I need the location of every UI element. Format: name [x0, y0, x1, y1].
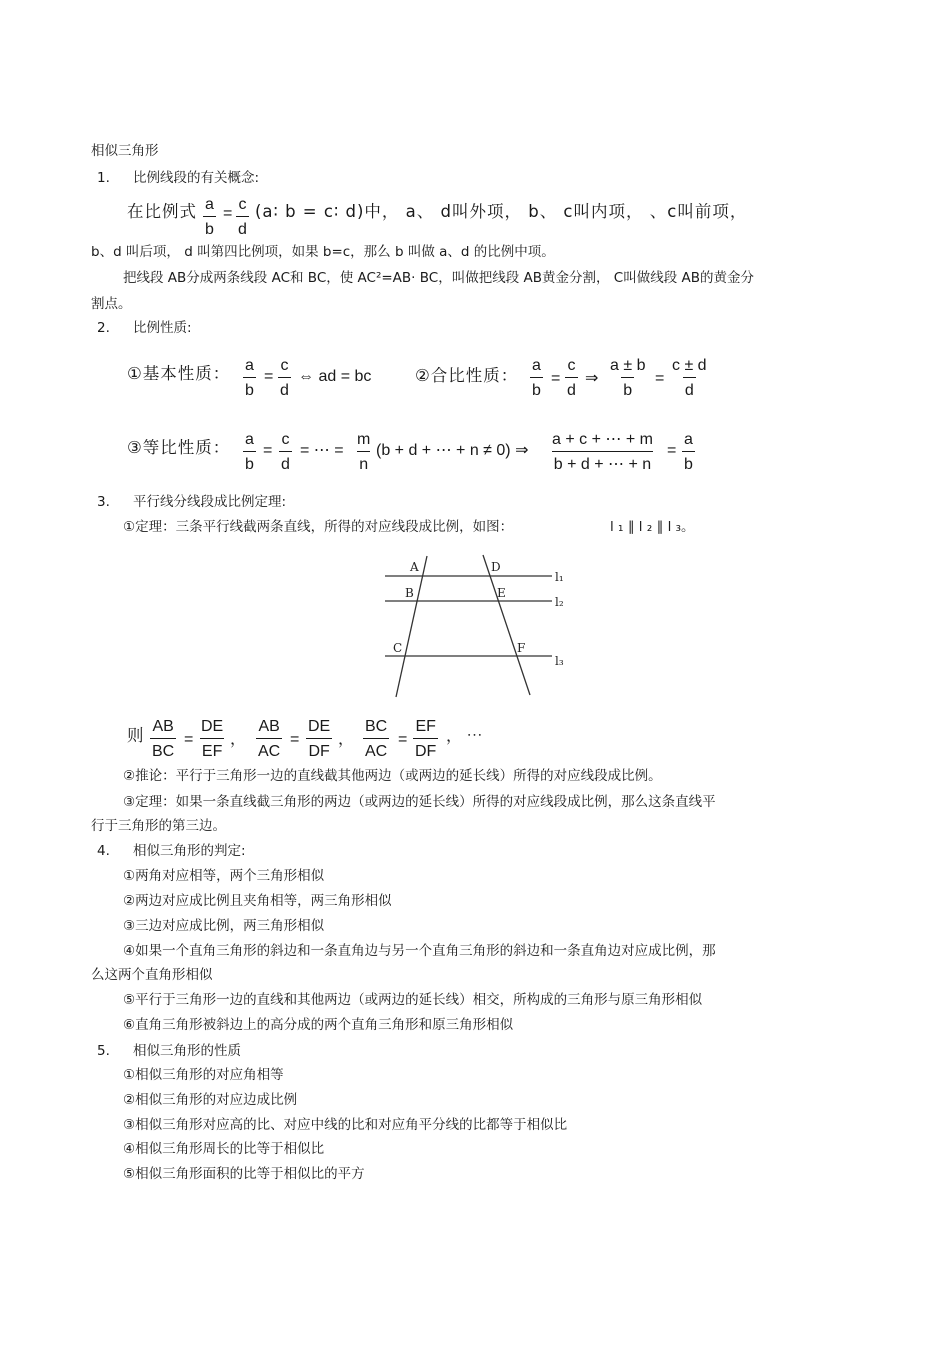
ellipsis-equals: = ⋯ = — [300, 442, 344, 459]
fraction-numerator: c ± d — [672, 357, 707, 374]
fraction-numerator: c — [238, 196, 247, 213]
property-item: ④相似三角形周长的比等于相似比 — [123, 1141, 325, 1157]
criteria-item: ⑤平行于三角形一边的直线和其他两边（或两边的延长线）相交，所构成的三角形与原三角形相似 — [123, 992, 703, 1008]
golden-section-line2: 割点。 — [91, 296, 132, 312]
fraction-c-d — [236, 195, 249, 239]
equal-ratio-property-label: ③等比性质： — [127, 438, 231, 457]
fraction-denominator: d — [236, 216, 249, 239]
fraction-numerator: a ± b — [610, 357, 646, 374]
label-F: F — [517, 641, 526, 655]
criteria-item: ②两边对应成比例且夹角相等，两三角形相似 — [123, 893, 392, 909]
section-2-heading: 比例性质: — [133, 320, 192, 336]
fraction-a-plus-minus-b — [608, 356, 647, 400]
fraction-denominator: b — [243, 377, 256, 400]
fraction-denominator: n — [357, 451, 370, 474]
equals-sign: = — [184, 731, 194, 748]
fraction-a-b — [682, 430, 695, 474]
fraction-numerator: c — [567, 357, 576, 374]
fraction-a-b — [530, 356, 543, 400]
equals-sign: = — [667, 442, 677, 459]
fraction-numerator: a — [532, 357, 541, 374]
basic-property-label: ①基本性质： — [127, 364, 231, 383]
implies-arrow: ⇒ — [585, 370, 599, 387]
section-1-heading: 比例线段的有关概念: — [133, 170, 260, 186]
label-D: D — [491, 560, 501, 574]
fraction-numerator: c — [281, 431, 290, 448]
property-item: ②相似三角形的对应边成比例 — [123, 1092, 298, 1108]
fraction-numerator: a — [684, 431, 693, 448]
property-item: ③相似三角形对应高的比、对应中线的比和对应角平分线的比都等于相似比 — [123, 1117, 568, 1133]
fraction-numerator: a — [245, 357, 254, 374]
fraction-denominator: AC — [256, 738, 282, 761]
fraction-denominator: b — [621, 377, 634, 400]
fraction-numerator: a — [205, 196, 214, 213]
fraction-denominator: d — [683, 377, 696, 400]
converse-theorem-line2: 行于三角形的第三边。 — [91, 818, 226, 834]
converse-theorem-line1: ③定理：如果一条直线截三角形的两边（或两边的延长线）所得的对应线段成比例，那么这条直线平 — [123, 794, 716, 810]
page-title: 相似三角形 — [91, 143, 159, 159]
fraction-c-d — [278, 356, 291, 400]
fraction-denominator: b + d + ⋯ + n — [552, 451, 653, 474]
fraction-AB-BC — [150, 717, 176, 761]
fraction-a-b — [243, 430, 256, 474]
proportion-terms-text: (a∶ b = c∶ d)中， a、 d叫外项， b、 c叫内项， 、c叫前项， — [255, 202, 748, 221]
comma: ， — [230, 731, 247, 748]
equals-sign: = — [264, 368, 274, 385]
fraction-denominator: DF — [306, 738, 331, 761]
section-5-heading: 相似三角形的性质 — [133, 1043, 241, 1059]
section-5-number: 5. — [97, 1043, 110, 1059]
fraction-numerator: DE — [201, 718, 224, 735]
fraction-numerator: EF — [415, 718, 436, 735]
label-B: B — [405, 586, 414, 600]
fraction-denominator: d — [565, 377, 578, 400]
fraction-denominator: b — [530, 377, 543, 400]
fraction-c-plus-minus-d — [670, 356, 709, 400]
fraction-denominator: AC — [363, 738, 389, 761]
comma: ， — [338, 731, 355, 748]
fraction-denominator: b — [203, 216, 216, 239]
compound-property-label: ②合比性质： — [415, 366, 519, 385]
property-item: ①相似三角形的对应角相等 — [123, 1067, 284, 1083]
parallel-theorem-text: ①定理：三条平行线截两条直线，所得的对应线段成比例，如图： — [123, 519, 514, 535]
fraction-denominator: b — [243, 451, 256, 474]
fraction-denominator: d — [279, 451, 292, 474]
fraction-numerator: AB — [258, 718, 280, 735]
label-l2: l₂ — [555, 595, 564, 609]
fraction-a-b — [203, 195, 216, 239]
fraction-AB-AC — [256, 717, 282, 761]
label-l3: l₃ — [555, 654, 564, 668]
equal-ratio-condition: (b + d + ⋯ + n ≠ 0) ⇒ — [376, 442, 529, 459]
fraction-sum-ratio — [550, 430, 655, 474]
section-4-number: 4. — [97, 843, 110, 859]
parallel-lines-relation: l ₁ ∥ l ₂ ∥ l ₃。 — [610, 519, 695, 535]
fraction-BC-AC — [363, 717, 389, 761]
fraction-denominator: b — [682, 451, 695, 474]
label-l1: l₁ — [555, 570, 564, 584]
section-2-number: 2. — [97, 320, 110, 336]
equals-sign: = — [290, 731, 300, 748]
equals-sign: = — [398, 731, 408, 748]
fraction-m-n — [355, 430, 372, 474]
fraction-numerator: m — [357, 431, 371, 448]
fraction-denominator: d — [278, 377, 291, 400]
fraction-numerator: c — [280, 357, 289, 374]
equals-sign: = — [551, 370, 561, 387]
criteria-item-continued: 么这两个直角形相似 — [91, 967, 213, 983]
fraction-EF-DF — [413, 717, 438, 761]
basic-property-result: ⇔ ad = bc — [298, 368, 372, 385]
fraction-denominator: BC — [150, 738, 176, 761]
criteria-item: ④如果一个直角三角形的斜边和一条直角边与另一个直角三角形的斜边和一条直角边对应成比例，那 — [123, 943, 716, 959]
equals-sign: = — [263, 442, 273, 459]
fraction-c-d — [279, 430, 292, 474]
criteria-item: ①两角对应相等，两个三角形相似 — [123, 868, 325, 884]
then-label: 则 — [127, 726, 145, 745]
fraction-numerator: DE — [308, 718, 331, 735]
fraction-a-b — [243, 356, 256, 400]
criteria-item: ③三边对应成比例，两三角形相似 — [123, 918, 325, 934]
fraction-DE-EF — [199, 717, 225, 761]
fraction-numerator: BC — [365, 718, 388, 735]
fraction-denominator: DF — [413, 738, 438, 761]
comma-ellipsis: ， ⋯ — [446, 728, 483, 745]
section-1-number: 1. — [97, 170, 110, 186]
fraction-c-d — [565, 356, 578, 400]
property-item: ⑤相似三角形面积的比等于相似比的平方 — [123, 1166, 365, 1182]
equals-sign: = — [223, 205, 233, 222]
fraction-numerator: a — [245, 431, 254, 448]
transversal-left — [396, 556, 427, 697]
equals-sign: = — [655, 370, 665, 387]
section-4-heading: 相似三角形的判定: — [133, 843, 246, 859]
fraction-denominator: EF — [200, 738, 224, 761]
section-3-heading: 平行线分线段成比例定理: — [133, 494, 287, 510]
proportion-intro: 在比例式 — [127, 202, 197, 221]
fraction-numerator: a + c + ⋯ + m — [552, 431, 653, 448]
fraction-DE-DF — [306, 717, 332, 761]
fraction-numerator: AB — [152, 718, 174, 735]
proportion-terms-line2: b、d 叫后项， d 叫第四比例项，如果 b=c，那么 b 叫做 a、d 的比例中项。 — [91, 244, 555, 260]
label-A: A — [410, 560, 419, 574]
section-3-number: 3. — [97, 494, 110, 510]
golden-section-line1: 把线段 AB分成两条线段 AC和 BC，使 AC²=AB· BC，叫做把线段 AB黄金分割， C叫做线段 AB的黄金分 — [123, 270, 755, 286]
corollary-text: ②推论：平行于三角形一边的直线截其他两边（或两边的延长线）所得的对应线段成比例。 — [123, 768, 662, 784]
parallel-lines-figure — [380, 550, 580, 700]
label-C: C — [393, 641, 403, 655]
criteria-item: ⑥直角三角形被斜边上的高分成的两个直角三角形和原三角形相似 — [123, 1017, 514, 1033]
label-E: E — [497, 586, 506, 600]
